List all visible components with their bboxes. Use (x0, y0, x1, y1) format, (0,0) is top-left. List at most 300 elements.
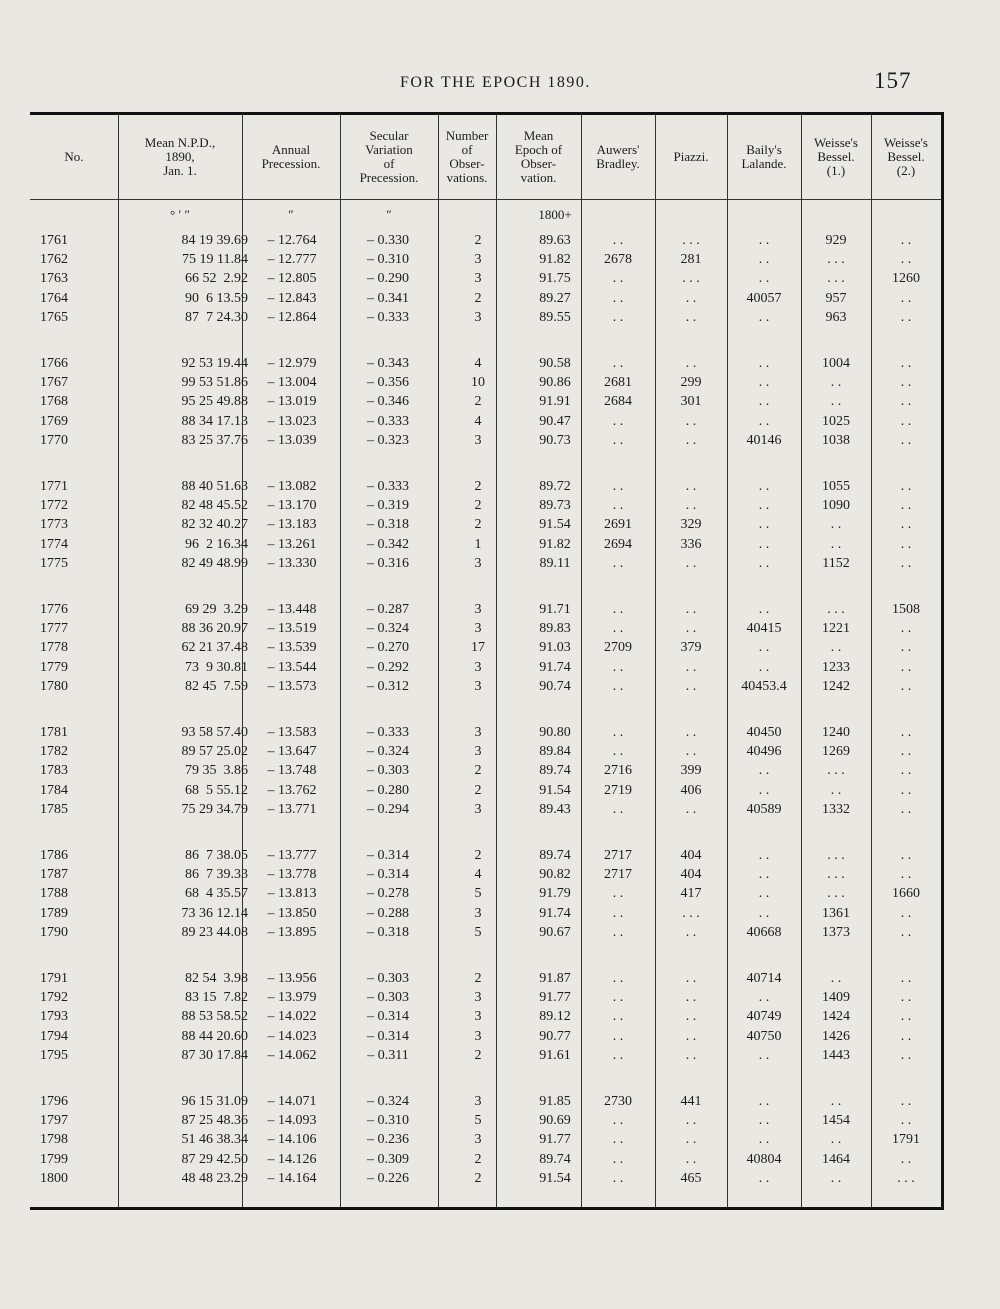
baily-lalande-cell: . . (758, 555, 770, 571)
table-row (30, 231, 941, 251)
auwers-bradley-cell: . . (612, 498, 624, 514)
table-row (30, 535, 941, 555)
mean-npd-cell: 88 53 58.52 (181, 1009, 248, 1025)
table-row (30, 723, 941, 743)
weisse-bessel-2-cell: . . (900, 848, 912, 863)
piazzi-cell: 465 (680, 1170, 702, 1186)
mean-epoch-cell: 89.73 (539, 498, 571, 514)
mean-epoch-cell: 90.58 (539, 356, 571, 371)
table-row (30, 988, 941, 1008)
mean-epoch-cell: 91.71 (539, 602, 571, 617)
mean-npd-cell: 75 29 34.79 (181, 801, 248, 817)
baily-lalande-cell: . . (758, 252, 770, 268)
weisse-bessel-1-cell: 1426 (822, 1028, 850, 1044)
observations-cell: 3 (474, 659, 482, 675)
piazzi-cell: . . (685, 621, 697, 637)
observations-cell: 3 (474, 1009, 482, 1025)
star-number-cell: 1761 (40, 233, 68, 248)
table-row (30, 1027, 941, 1047)
weisse-bessel-2-cell: 1660 (892, 886, 920, 902)
mean-epoch-cell: 90.74 (539, 678, 571, 694)
secular-variation-cell: – 0.324 (367, 621, 409, 637)
star-number-cell: 1780 (40, 678, 68, 694)
star-number-cell: 1770 (40, 432, 68, 448)
table-row (30, 969, 941, 989)
secular-variation-cell: – 0.356 (367, 375, 409, 391)
piazzi-cell: 404 (680, 867, 702, 883)
mean-epoch-cell: 90.67 (539, 924, 571, 940)
baily-lalande-cell: . . (758, 1170, 770, 1186)
weisse-bessel-2-cell: 1260 (892, 271, 920, 287)
mean-npd-cell: 96 15 31.09 (181, 1094, 248, 1109)
annual-precession-cell: – 13.544 (267, 659, 317, 675)
header-precession: Annual Precession. (261, 142, 321, 171)
auwers-bradley-cell: 2694 (604, 536, 632, 552)
mean-npd-cell: 82 32 40.27 (181, 517, 248, 533)
piazzi-cell: . . (685, 413, 697, 429)
table-row (30, 477, 941, 497)
weisse-bessel-2-cell: . . (900, 1047, 912, 1063)
baily-lalande-cell: . . (758, 659, 770, 675)
table-row (30, 515, 941, 535)
auwers-bradley-cell: . . (612, 990, 624, 1006)
auwers-bradley-cell: . . (612, 621, 624, 637)
mean-npd-cell: 88 36 20.97 (181, 621, 248, 637)
auwers-bradley-cell: 2730 (604, 1094, 632, 1109)
secular-variation-cell: – 0.341 (367, 290, 409, 306)
weisse-bessel-2-cell: . . (900, 971, 912, 986)
annual-precession-cell: – 13.777 (267, 848, 317, 863)
annual-precession-cell: – 13.023 (267, 413, 317, 429)
secular-variation-cell: – 0.312 (367, 678, 409, 694)
table-row (30, 761, 941, 781)
mean-npd-cell: 83 25 37.76 (181, 432, 248, 448)
mean-npd-cell: 90 6 13.59 (185, 290, 248, 306)
mean-npd-cell: 69 29 3.29 (185, 602, 248, 617)
table-row (30, 638, 941, 658)
piazzi-cell: . . (685, 725, 697, 740)
piazzi-cell: . . . (682, 271, 700, 287)
secular-variation-cell: – 0.324 (367, 1094, 409, 1109)
secular-variation-cell: – 0.280 (367, 782, 409, 798)
annual-precession-cell: – 13.519 (267, 621, 317, 637)
baily-lalande-cell: . . (758, 498, 770, 514)
weisse-bessel-1-cell: 1025 (822, 413, 850, 429)
mean-epoch-cell: 89.74 (539, 848, 571, 863)
weisse-bessel-1-cell: 1373 (822, 924, 850, 940)
piazzi-cell: . . (685, 356, 697, 371)
baily-lalande-cell: 40146 (746, 432, 782, 448)
mean-npd-cell: 73 36 12.14 (181, 905, 248, 921)
star-number-cell: 1794 (40, 1028, 68, 1044)
weisse-bessel-1-cell: 1242 (822, 678, 850, 694)
mean-epoch-cell: 90.77 (539, 1028, 571, 1044)
observations-cell: 3 (474, 905, 482, 921)
star-number-cell: 1783 (40, 763, 68, 779)
star-number-cell: 1792 (40, 990, 68, 1006)
mean-npd-cell: 82 48 45.52 (181, 498, 248, 514)
weisse-bessel-2-cell: . . (900, 356, 912, 371)
weisse-bessel-1-cell: 1454 (822, 1113, 850, 1129)
baily-lalande-cell: . . (758, 763, 770, 779)
annual-precession-cell: – 14.093 (267, 1113, 317, 1129)
star-number-cell: 1777 (40, 621, 68, 637)
secular-variation-cell: – 0.292 (367, 659, 409, 675)
mean-epoch-cell: 89.12 (539, 1009, 571, 1025)
annual-precession-cell: – 13.039 (267, 432, 317, 448)
auwers-bradley-cell: . . (612, 886, 624, 902)
piazzi-cell: . . (685, 801, 697, 817)
table-row (30, 923, 941, 943)
secular-variation-cell: – 0.333 (367, 725, 409, 740)
baily-lalande-cell: . . (758, 1047, 770, 1063)
auwers-bradley-cell: 2717 (604, 848, 632, 863)
mean-epoch-cell: 89.27 (539, 290, 571, 306)
observations-cell: 3 (474, 725, 482, 740)
secular-variation-cell: – 0.324 (367, 744, 409, 760)
weisse-bessel-2-cell: 1508 (892, 602, 920, 617)
header-weisse-bessel-2: Weisse's Bessel. (2.) (884, 135, 928, 178)
observations-cell: 2 (474, 782, 482, 798)
mean-npd-cell: 82 49 48.99 (181, 555, 248, 571)
mean-npd-cell: 99 53 51.86 (181, 375, 248, 391)
star-number-cell: 1797 (40, 1113, 68, 1129)
observations-cell: 2 (474, 1170, 482, 1186)
table-row (30, 904, 941, 924)
secular-variation-cell: – 0.333 (367, 309, 409, 325)
annual-precession-cell: – 13.771 (267, 801, 317, 817)
baily-lalande-cell: . . (758, 536, 770, 552)
mean-npd-cell: 92 53 19.44 (181, 356, 248, 371)
weisse-bessel-2-cell: . . (900, 290, 912, 306)
star-number-cell: 1764 (40, 290, 68, 306)
header-rule (30, 199, 941, 200)
auwers-bradley-cell: 2719 (604, 782, 632, 798)
piazzi-cell: . . (685, 309, 697, 325)
mean-npd-cell: 68 4 35.57 (185, 886, 248, 902)
piazzi-cell: . . (685, 290, 697, 306)
secular-variation-cell: – 0.314 (367, 1028, 409, 1044)
table-row (30, 496, 941, 516)
weisse-bessel-1-cell: . . (830, 640, 842, 656)
annual-precession-cell: – 12.777 (267, 252, 317, 268)
mean-npd-cell: 88 40 51.63 (181, 479, 248, 494)
table-row (30, 781, 941, 801)
weisse-bessel-2-cell: . . (900, 621, 912, 637)
mean-epoch-cell: 91.91 (539, 394, 571, 410)
weisse-bessel-1-cell: 1221 (822, 621, 850, 637)
weisse-bessel-1-cell: 1240 (822, 725, 850, 740)
weisse-bessel-1-cell: . . (830, 971, 842, 986)
weisse-bessel-1-cell: 1038 (822, 432, 850, 448)
auwers-bradley-cell: 2717 (604, 867, 632, 883)
mean-epoch-cell: 90.47 (539, 413, 571, 429)
secular-variation-cell: – 0.303 (367, 971, 409, 986)
mean-epoch-cell: 91.79 (539, 886, 571, 902)
weisse-bessel-1-cell: 957 (825, 290, 847, 306)
weisse-bessel-1-cell: . . . (827, 602, 845, 617)
secular-variation-cell: – 0.290 (367, 271, 409, 287)
observations-cell: 3 (474, 432, 482, 448)
weisse-bessel-2-cell: . . (900, 744, 912, 760)
observations-cell: 3 (474, 602, 482, 617)
baily-lalande-cell: . . (758, 309, 770, 325)
mean-epoch-cell: 90.80 (539, 725, 571, 740)
baily-lalande-cell: 40714 (746, 971, 782, 986)
piazzi-cell: . . (685, 602, 697, 617)
auwers-bradley-cell: . . (612, 290, 624, 306)
auwers-bradley-cell: 2678 (604, 252, 632, 268)
secular-variation-cell: – 0.311 (367, 1047, 409, 1063)
piazzi-cell: . . (685, 1113, 697, 1129)
weisse-bessel-2-cell: . . (900, 640, 912, 656)
table-row (30, 658, 941, 678)
baily-lalande-cell: 40453.4 (741, 678, 787, 694)
star-number-cell: 1789 (40, 905, 68, 921)
auwers-bradley-cell: . . (612, 413, 624, 429)
weisse-bessel-1-cell: 1464 (822, 1151, 850, 1167)
mean-epoch-cell: 89.63 (539, 233, 571, 248)
auwers-bradley-cell: . . (612, 924, 624, 940)
annual-precession-cell: – 12.764 (267, 233, 317, 248)
mean-npd-cell: 82 45 7.59 (185, 678, 248, 694)
weisse-bessel-2-cell: . . (900, 432, 912, 448)
piazzi-cell: . . (685, 1047, 697, 1063)
table-row (30, 742, 941, 762)
mean-npd-cell: 51 46 38.34 (181, 1132, 248, 1148)
weisse-bessel-2-cell: . . (900, 517, 912, 533)
table-row (30, 269, 941, 289)
annual-precession-cell: – 13.748 (267, 763, 317, 779)
star-number-cell: 1782 (40, 744, 68, 760)
baily-lalande-cell: . . (758, 905, 770, 921)
mean-npd-cell: 48 48 23.29 (181, 1170, 248, 1186)
weisse-bessel-2-cell: . . (900, 924, 912, 940)
mean-epoch-cell: 91.61 (539, 1047, 571, 1063)
piazzi-cell: 441 (680, 1094, 702, 1109)
weisse-bessel-2-cell: . . (900, 678, 912, 694)
annual-precession-cell: – 14.062 (267, 1047, 317, 1063)
mean-epoch-cell: 89.11 (539, 555, 571, 571)
baily-lalande-cell: . . (758, 640, 770, 656)
annual-precession-cell: – 12.843 (267, 290, 317, 306)
baily-lalande-cell: . . (758, 394, 770, 410)
table-row (30, 1130, 941, 1150)
baily-lalande-cell: . . (758, 602, 770, 617)
piazzi-cell: 406 (680, 782, 702, 798)
unit-npd: ° ′ ″ (170, 207, 190, 222)
piazzi-cell: . . (685, 479, 697, 494)
annual-precession-cell: – 12.979 (267, 356, 317, 371)
mean-npd-cell: 96 2 16.34 (185, 536, 248, 552)
observations-cell: 3 (474, 252, 482, 268)
mean-npd-cell: 87 29 42.50 (181, 1151, 248, 1167)
baily-lalande-cell: . . (758, 886, 770, 902)
observations-cell: 2 (474, 517, 482, 533)
mean-npd-cell: 84 19 39.69 (181, 233, 248, 248)
secular-variation-cell: – 0.314 (367, 1009, 409, 1025)
star-number-cell: 1784 (40, 782, 68, 798)
table-row (30, 308, 941, 328)
mean-npd-cell: 62 21 37.48 (181, 640, 248, 656)
weisse-bessel-1-cell: 1424 (822, 1009, 850, 1025)
star-number-cell: 1772 (40, 498, 68, 514)
weisse-bessel-1-cell: . . (830, 536, 842, 552)
annual-precession-cell: – 13.004 (267, 375, 317, 391)
baily-lalande-cell: 40496 (746, 744, 782, 760)
weisse-bessel-2-cell: 1791 (892, 1132, 920, 1148)
mean-epoch-cell: 89.83 (539, 621, 571, 637)
mean-epoch-cell: 91.74 (539, 905, 571, 921)
secular-variation-cell: – 0.316 (367, 555, 409, 571)
piazzi-cell: 329 (680, 517, 702, 533)
mean-npd-cell: 86 7 38.05 (185, 848, 248, 863)
baily-lalande-cell: . . (758, 271, 770, 287)
piazzi-cell: 417 (680, 886, 702, 902)
auwers-bradley-cell: . . (612, 905, 624, 921)
weisse-bessel-2-cell: . . (900, 905, 912, 921)
mean-epoch-cell: 89.74 (539, 1151, 571, 1167)
table-row (30, 1007, 941, 1027)
secular-variation-cell: – 0.278 (367, 886, 409, 902)
baily-lalande-cell: 40415 (746, 621, 782, 637)
piazzi-cell: 299 (680, 375, 702, 391)
baily-lalande-cell: . . (758, 782, 770, 798)
mean-npd-cell: 87 7 24.30 (185, 309, 248, 325)
mean-epoch-cell: 91.74 (539, 659, 571, 675)
observations-cell: 2 (474, 763, 482, 779)
observations-cell: 1 (474, 536, 482, 552)
secular-variation-cell: – 0.303 (367, 763, 409, 779)
annual-precession-cell: – 13.573 (267, 678, 317, 694)
secular-variation-cell: – 0.310 (367, 252, 409, 268)
annual-precession-cell: – 13.895 (267, 924, 317, 940)
observations-cell: 3 (474, 621, 482, 637)
secular-variation-cell: – 0.314 (367, 867, 409, 883)
auwers-bradley-cell: . . (612, 1170, 624, 1186)
weisse-bessel-1-cell: 1055 (822, 479, 850, 494)
observations-cell: 5 (474, 924, 482, 940)
secular-variation-cell: – 0.294 (367, 801, 409, 817)
page-number: 157 (874, 68, 912, 93)
secular-variation-cell: – 0.343 (367, 356, 409, 371)
observations-cell: 3 (474, 801, 482, 817)
baily-lalande-cell: 40804 (746, 1151, 782, 1167)
mean-epoch-cell: 91.77 (539, 1132, 571, 1148)
auwers-bradley-cell: . . (612, 1047, 624, 1063)
weisse-bessel-2-cell: . . (900, 1113, 912, 1129)
annual-precession-cell: – 13.979 (267, 990, 317, 1006)
mean-epoch-cell: 91.82 (539, 252, 571, 268)
auwers-bradley-cell: . . (612, 678, 624, 694)
piazzi-cell: . . . (682, 233, 700, 248)
table-row (30, 431, 941, 451)
weisse-bessel-1-cell: . . . (827, 886, 845, 902)
header-npd: Mean N.P.D., 1890, Jan. 1. (144, 135, 216, 178)
table-row (30, 800, 941, 820)
table-row (30, 392, 941, 412)
observations-cell: 2 (474, 233, 482, 248)
baily-lalande-cell: . . (758, 867, 770, 883)
piazzi-cell: . . (685, 1151, 697, 1167)
secular-variation-cell: – 0.270 (367, 640, 409, 656)
star-number-cell: 1774 (40, 536, 68, 552)
mean-npd-cell: 83 15 7.82 (185, 990, 248, 1006)
secular-variation-cell: – 0.333 (367, 413, 409, 429)
header-baily-lalande: Baily's Lalande. (741, 142, 787, 171)
observations-cell: 4 (474, 356, 482, 371)
secular-variation-cell: – 0.333 (367, 479, 409, 494)
baily-lalande-cell: . . (758, 356, 770, 371)
observations-cell: 3 (474, 744, 482, 760)
mean-epoch-cell: 90.69 (539, 1113, 571, 1129)
observations-cell: 3 (474, 555, 482, 571)
mean-epoch-cell: 91.54 (539, 782, 571, 798)
star-number-cell: 1795 (40, 1047, 68, 1063)
secular-variation-cell: – 0.236 (367, 1132, 409, 1148)
auwers-bradley-cell: . . (612, 432, 624, 448)
table-row (30, 1111, 941, 1131)
mean-epoch-cell: 90.82 (539, 867, 571, 883)
header-no: No. (64, 149, 84, 164)
observations-cell: 3 (474, 678, 482, 694)
baily-lalande-cell: . . (758, 848, 770, 863)
piazzi-cell: . . (685, 990, 697, 1006)
auwers-bradley-cell: 2681 (604, 375, 632, 391)
star-number-cell: 1771 (40, 479, 68, 494)
table-row (30, 373, 941, 393)
auwers-bradley-cell: . . (612, 1151, 624, 1167)
auwers-bradley-cell: . . (612, 744, 624, 760)
weisse-bessel-2-cell: . . (900, 555, 912, 571)
secular-variation-cell: – 0.226 (367, 1170, 409, 1186)
star-number-cell: 1786 (40, 848, 68, 863)
secular-variation-cell: – 0.323 (367, 432, 409, 448)
annual-precession-cell: – 13.330 (267, 555, 317, 571)
observations-cell: 3 (474, 309, 482, 325)
header-auwers-bradley: Auwers' Bradley. (596, 142, 640, 171)
annual-precession-cell: – 13.778 (267, 867, 317, 883)
star-number-cell: 1791 (40, 971, 68, 986)
baily-lalande-cell: . . (758, 990, 770, 1006)
auwers-bradley-cell: 2691 (604, 517, 632, 533)
observations-cell: 2 (474, 1151, 482, 1167)
baily-lalande-cell: 40668 (746, 924, 782, 940)
weisse-bessel-2-cell: . . (900, 252, 912, 268)
table-row (30, 1150, 941, 1170)
table-row (30, 250, 941, 270)
observations-cell: 3 (474, 1132, 482, 1148)
weisse-bessel-1-cell: . . (830, 517, 842, 533)
mean-npd-cell: 93 58 57.40 (181, 725, 248, 740)
mean-npd-cell: 87 30 17.84 (181, 1047, 248, 1063)
secular-variation-cell: – 0.342 (367, 536, 409, 552)
piazzi-cell: . . . (682, 905, 700, 921)
mean-epoch-cell: 91.03 (539, 640, 571, 656)
piazzi-cell: 301 (680, 394, 702, 410)
star-number-cell: 1769 (40, 413, 68, 429)
observations-cell: 4 (474, 867, 482, 883)
weisse-bessel-2-cell: . . . (897, 1170, 915, 1186)
weisse-bessel-2-cell: . . (900, 479, 912, 494)
weisse-bessel-1-cell: 1090 (822, 498, 850, 514)
mean-epoch-cell: 91.85 (539, 1094, 571, 1109)
weisse-bessel-1-cell: . . (830, 375, 842, 391)
piazzi-cell: 404 (680, 848, 702, 863)
secular-variation-cell: – 0.318 (367, 924, 409, 940)
mean-epoch-cell: 91.54 (539, 517, 571, 533)
star-number-cell: 1800 (40, 1170, 68, 1186)
